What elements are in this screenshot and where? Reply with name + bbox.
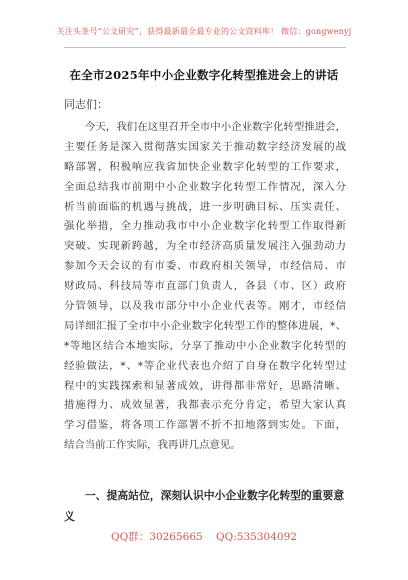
footer-contact: QQ群：30265665 QQ:535304092 bbox=[111, 531, 297, 543]
body-line: 学习借鉴，将各项工作部署不折不扣地落到实处。下面， bbox=[64, 419, 346, 432]
body-paragraph bbox=[64, 118, 346, 456]
body-line: 今天，我们在这里召开全市中小企业数字化转型推进会， bbox=[85, 121, 346, 133]
body-line: 局详细汇报了全市中小企业数字化转型工作的整体进展，*、 bbox=[64, 319, 346, 332]
body-line: 析当前面临的机遇与挑战，进一步明确目标、压实责任、 bbox=[64, 200, 346, 213]
body-line: 全面总结我市前期中小企业数字化转型工作情况，深入分 bbox=[64, 180, 346, 193]
body-line: 主要任务是深入贯彻落实国家关于推动数字经济发展的战 bbox=[64, 140, 346, 153]
body-line: 结合当前工作实际，我再讲几点意见。 bbox=[64, 439, 241, 452]
body-line: 略部署，积极响应我省加快企业数字化转型的工作要求， bbox=[64, 160, 346, 173]
body-line: *等地区结合本地实际，分享了推动中小企业数字化转型的 bbox=[64, 339, 346, 352]
body-line: 财政局、科技局等市直部门负责人，各县（市、区）政府 bbox=[64, 280, 346, 293]
document-title: 在全市2025年中小企业数字化转型推进会上的讲话 bbox=[69, 68, 339, 82]
body-line: 措施得力、成效显著，我都表示充分肯定，希望大家认真 bbox=[64, 399, 346, 412]
section-heading-line: 义 bbox=[64, 510, 75, 523]
salutation: 同志们： bbox=[64, 98, 108, 111]
section-heading bbox=[64, 485, 346, 527]
section-heading-line: 一、提高站位，深刻认识中小企业数字化转型的重要意 bbox=[85, 489, 345, 502]
body-line: 经验做法，*、*等企业代表也介绍了自身在数字化转型过 bbox=[64, 359, 346, 372]
header-divider bbox=[64, 47, 346, 48]
body-line: 强化举措，全力推动我市中小企业数字化转型工作取得新 bbox=[64, 220, 346, 233]
body-line: 程中的实践探索和显著成效，讲得都非常好，思路清晰、 bbox=[64, 379, 346, 392]
body-line: 分管领导，以及我市部分中小企业代表等。刚才，市经信 bbox=[64, 300, 346, 313]
header-note: 关注头条号“公文研究”，获得最新最全最专业的公文资料库！ 微信：gongwenyj bbox=[56, 27, 352, 36]
body-line: 参加今天会议的有市委、市政府相关领导，市经信局、市 bbox=[64, 260, 346, 273]
body-line: 突破、实现新跨越，为全市经济高质量发展注入强劲动力 bbox=[64, 240, 346, 253]
